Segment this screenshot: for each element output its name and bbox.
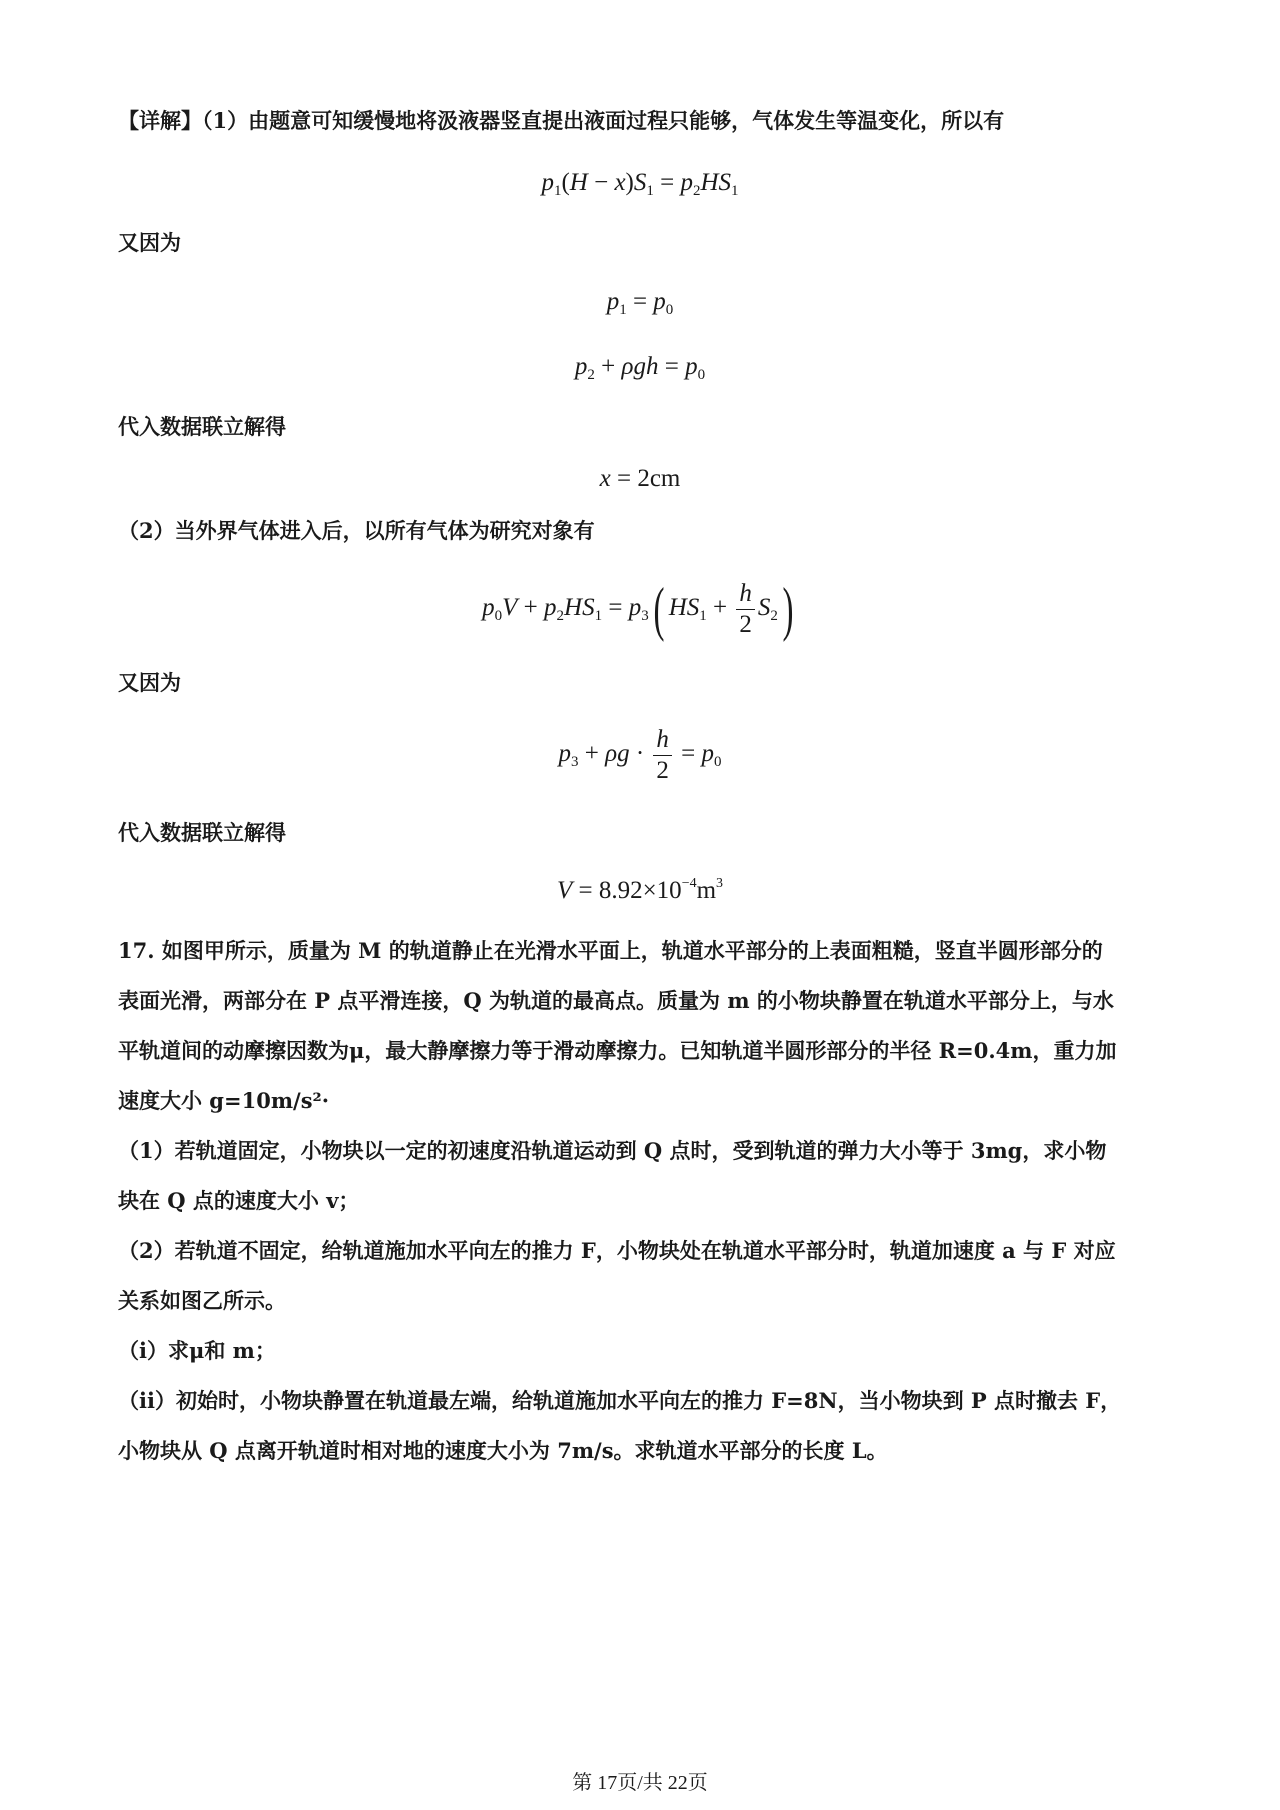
question2-line1: （2）若轨道不固定，给轨道施加水平向左的推力 F，小物块处在轨道水平部分时，轨道加速度 a 与 F 对应 <box>118 1238 1116 1263</box>
substitute-text-1: 代入数据联立解得 <box>118 414 286 439</box>
substitute-text-2: 代入数据联立解得 <box>118 820 286 845</box>
equation-6: $p_3 + \rho g$ · $\frac{h}{2}$ = $p_0$ <box>558 725 722 784</box>
page-number-footer: 第 17页/共 22页 <box>572 1772 708 1794</box>
equation-3: $p_2 + \rho gh = p_0$ <box>574 353 706 383</box>
problem17-line4: 速度大小 g=10m/s²· <box>118 1088 330 1113</box>
because-text-1: 又因为 <box>118 230 181 255</box>
solution-part1-intro: 【详解】（1）由题意可知缓慢地将汲液器竖直提出液面过程只能够，气体发生等温变化，所以有 <box>118 108 1005 133</box>
equation-5: $p_0V + p_2HS_1 = p_3$( $HS_1$ + $\frac{h}{2}$ $S_2$) <box>482 576 794 643</box>
because-text-2: 又因为 <box>118 670 181 695</box>
question1-line1: （1）若轨道固定，小物块以一定的初速度沿轨道运动到 Q 点时，受到轨道的弹力大小等于 3mg，求小物 <box>118 1138 1107 1163</box>
problem17-line3: 平轨道间的动摩擦因数为μ，最大静摩擦力等于滑动摩擦力。已知轨道半圆形部分的半径 R=0.4m，重力加 <box>118 1038 1117 1063</box>
solution-label: 【详解】 <box>118 108 202 133</box>
question2-part-ii-line2: 小物块从 Q 点离开轨道时相对地的速度大小为 7m/s。求轨道水平部分的长度 L。 <box>118 1438 888 1463</box>
question2-line2: 关系如图乙所示。 <box>118 1288 286 1313</box>
equation-1: $p_1(H - x)S_1 = p_2HS_1$ <box>541 169 739 199</box>
question2-part-i: （i）求μ和 m； <box>118 1338 276 1363</box>
question2-part-ii-line1: （ii）初始时，小物块静置在轨道最左端，给轨道施加水平向左的推力 F=8N，当小物块到 P 点时撤去 F， <box>118 1388 1122 1413</box>
equation-2: $p_1 = p_0$ <box>606 288 674 318</box>
solution-part2-intro: （2）当外界气体进入后，以所有气体为研究对象有 <box>118 518 595 543</box>
problem17-line1: 17. 如图甲所示，质量为 M 的轨道静止在光滑水平面上，轨道水平部分的上表面粗糙，竖直半圆形部分的 <box>118 938 1103 963</box>
equation-7: $V = 8.92\times 10^{-4}m^3$ <box>556 876 724 904</box>
equation-4: x = 2cm <box>599 465 681 492</box>
problem17-line2: 表面光滑，两部分在 P 点平滑连接，Q 为轨道的最高点。质量为 m 的小物块静置在轨道水平部分上，与水 <box>118 988 1114 1013</box>
question1-line2: 块在 Q 点的速度大小 v； <box>118 1188 360 1213</box>
